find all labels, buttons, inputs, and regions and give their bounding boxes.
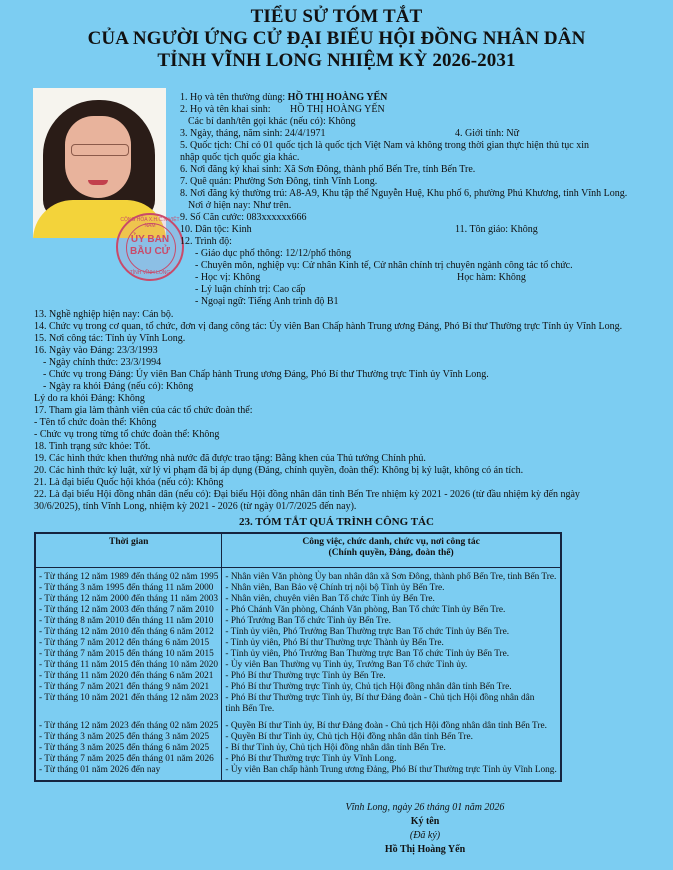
table-row: - Từ tháng 11 năm 2015 đến tháng 10 năm 2020 - Ủy viên Ban Thường vụ Tỉnh ủy, Trưởng Ban Tổ chức Tỉnh ủy. [35, 660, 561, 671]
field-alias: Các bí danh/tên gọi khác (nếu có): Không [188, 116, 356, 127]
field-gender: 4. Giới tính: Nữ [455, 128, 520, 139]
field-discipline: 20. Các hình thức kỷ luật, xử lý vi phạm đã bị áp dụng (Đảng, chính quyền, đoàn thể): Không bị kỷ luật, không có án tích. [34, 465, 524, 476]
field-council-delegate-cont: 30/6/2025), tỉnh Vĩnh Long, nhiệm kỳ 2021 - 2026 (từ ngày 01/7/2025 đến nay). [34, 501, 357, 512]
field-ethnicity: 10. Dân tộc: Kinh [180, 224, 252, 235]
field-nationality-cont: nhập quốc tịch quốc gia khác. [180, 152, 300, 163]
signature-label: Ký tên [410, 816, 440, 827]
field-party-join-date: 16. Ngày vào Đảng: 23/3/1993 [34, 345, 158, 356]
document-subtitle: CỦA NGƯỜI ỨNG CỬ ĐẠI BIỂU HỘI ĐỒNG NHÂN DÂN [87, 28, 586, 49]
table-row: - Từ tháng 3 năm 1995 đến tháng 11 năm 2000 - Nhân viên, Ban Bảo vệ Chính trị nội bộ Tỉnh ủy Bến Tre. [35, 583, 561, 594]
table-row: - Từ tháng 10 năm 2021 đến tháng 12 năm 2023 - Phó Bí thư Thường trực Tỉnh ủy, Bí thư Đảng đoàn - Chủ tịch Hội đồng nhân dân [35, 693, 561, 704]
field-religion: 11. Tôn giáo: Không [455, 224, 538, 235]
table-row: - Từ tháng 7 năm 2021 đến tháng 9 năm 2021 - Phó Bí thư Thường trực Tỉnh ủy, Chủ tịch Hội đồng nhân dân tỉnh Bến Tre. [35, 682, 561, 693]
table-row: - Từ tháng 12 năm 2000 đến tháng 11 năm 2003 - Nhân viên, chuyên viên Ban Tổ chức Tỉnh ủy Bến Tre. [35, 594, 561, 605]
field-birth-name-value: HỒ THỊ HOÀNG YẾN [290, 104, 385, 115]
candidate-name: HỒ THỊ HOÀNG YẾN [287, 92, 388, 103]
field-organizations: 17. Tham gia làm thành viên của các tổ chức đoàn thể: [34, 405, 253, 416]
field-nationality: 5. Quốc tịch: Chỉ có 01 quốc tịch là quốc tịch Việt Nam và không trong thời gian thực hiện thủ tục xin [180, 140, 590, 151]
field-degree: - Học vị: Không [195, 272, 261, 283]
field-id-number: 9. Số Căn cước: 083xxxxxx666 [180, 212, 307, 223]
field-health: 18. Tình trạng sức khỏe: Tốt. [34, 441, 151, 452]
glasses-shape [71, 144, 129, 156]
field-party-position: - Chức vụ trong Đảng: Ủy viên Ban Chấp hành Trung ương Đảng, Phó Bí thư Thường trực Tỉnh ủy Vĩnh Long. [43, 369, 489, 380]
table-row: - Từ tháng 7 năm 2015 đến tháng 10 năm 2015 - Tỉnh ủy viên, Phó Trưởng Ban Thường trực Ban Tổ chức Tỉnh ủy Bến Tre. [35, 649, 561, 660]
field-academic-title: Học hàm: Không [457, 272, 526, 283]
field-common-name: 1. Họ và tên thường dùng: HỒ THỊ HOÀNG YẾN [180, 92, 388, 103]
table-row: - Từ tháng 01 năm 2026 đến nay - Ủy viên Ban chấp hành Trung ương Đảng, Phó Bí thư Thường trực Tỉnh ủy Vĩnh Long. [35, 765, 561, 781]
document-title: TIỂU SỬ TÓM TẮT [250, 6, 423, 27]
document-term: TỈNH VĨNH LONG NHIỆM KỲ 2026-2031 [157, 50, 516, 71]
work-history-table [34, 532, 562, 782]
field-birth-registration: 6. Nơi đăng ký khai sinh: Xã Sơn Đông, thành phố Bến Tre, tỉnh Bến Tre. [180, 164, 476, 175]
field-permanent-address: 8. Nơi đăng ký thường trú: A8-A9, Khu tập thể Nguyễn Huệ, Khu phố 6, phường Phú Khương, tỉnh Vĩnh Long. [180, 188, 628, 199]
field-major: - Chuyên môn, nghiệp vụ: Cử nhân Kinh tế, Cử nhân chính trị chuyên ngành công tác tổ chức. [195, 260, 573, 271]
field-organization-name: - Tên tổ chức đoàn thể: Không [34, 417, 157, 428]
table-row: - Từ tháng 12 năm 2023 đến tháng 02 năm 2025 - Quyền Bí thư Tỉnh ủy, Bí thư Đảng đoàn - Chủ tịch Hội đồng nhân dân tỉnh Bến Tre. [35, 721, 561, 732]
field-party-left-date: - Ngày ra khỏi Đảng (nếu có): Không [43, 381, 194, 392]
field-political-theory: - Lý luận chính trị: Cao cấp [195, 284, 306, 295]
field-position: 14. Chức vụ trong cơ quan, tổ chức, đơn vị đang công tác: Ủy viên Ban Chấp hành Trung ương Đảng, Phó Bí thư Thường trực Tỉnh ủy Vĩnh Long. [34, 321, 623, 332]
field-foreign-language: - Ngoại ngữ: Tiếng Anh trình độ B1 [195, 296, 339, 307]
field-birth-name-label: 2. Họ và tên khai sinh: [180, 104, 271, 115]
document-header [0, 6, 673, 72]
field-awards: 19. Các hình thức khen thưởng nhà nước đã được trao tặng: Bằng khen của Thủ tướng Chính phủ. [34, 453, 426, 464]
field-hometown: 7. Quê quán: Phường Sơn Đông, tỉnh Vĩnh Long. [180, 176, 378, 187]
field-workplace: 15. Nơi công tác: Tỉnh ủy Vĩnh Long. [34, 333, 186, 344]
table-row: - Từ tháng 12 năm 2003 đến tháng 7 năm 2010 - Phó Chánh Văn phòng, Chánh Văn phòng, Ban Tổ chức Tỉnh ủy Bến Tre. [35, 605, 561, 616]
column-header-role: Công việc, chức danh, chức vụ, nơi công tác (Chính quyền, Đảng, đoàn thể) [222, 533, 561, 568]
field-organization-role: - Chức vụ trong từng tổ chức đoàn thể: Không [34, 429, 220, 440]
field-occupation: 13. Nghề nghiệp hiện nay: Cán bộ. [34, 309, 174, 320]
table-row: - Từ tháng 11 năm 2020 đến tháng 6 năm 2021 - Phó Bí thư Thường trực Tỉnh ủy Bến Tre. [35, 671, 561, 682]
field-current-address: Nơi ở hiện nay: Như trên. [188, 200, 292, 211]
field-education: 12. Trình độ: [180, 236, 232, 247]
table-row: - Từ tháng 7 năm 2025 đến tháng 01 năm 2026 - Phó Bí thư Thường trực Tỉnh ủy Vĩnh Long. [35, 754, 561, 765]
table-row: - Từ tháng 7 năm 2012 đến tháng 6 năm 2015 - Tỉnh ủy viên, Phó Bí thư Thường trực Thành ủy Bến Tre. [35, 638, 561, 649]
table-row: - Từ tháng 3 năm 2025 đến tháng 3 năm 2025 - Quyền Bí thư Tỉnh ủy, Chủ tịch Hội đồng nhân dân tỉnh Bến Tre. [35, 732, 561, 743]
signed-note: (Đã ký) [409, 830, 441, 841]
place-date: Vĩnh Long, ngày 26 tháng 01 năm 2026 [345, 802, 505, 813]
field-council-delegate: 22. Là đại biểu Hội đồng nhân dân (nếu có): Đại biểu Hội đồng nhân dân tỉnh Bến Tre nhiệm kỳ 2021 - 2026 (từ đầu nhiệm kỳ đến ngày [34, 489, 580, 500]
field-party-official-date: - Ngày chính thức: 23/3/1994 [43, 357, 162, 368]
field-general-education: - Giáo dục phổ thông: 12/12/phổ thông [195, 248, 352, 259]
field-national-assembly: 21. Là đại biểu Quốc hội khóa (nếu có): Không [34, 477, 224, 488]
table-row: - Từ tháng 12 năm 1989 đến tháng 02 năm 1995 - Nhân viên Văn phòng Ủy ban nhân dân xã Sơn Đông, thành phố Bến Tre, tỉnh Bến Tre. [35, 568, 561, 584]
field-dob: 3. Ngày, tháng, năm sinh: 24/4/1971 [180, 128, 326, 139]
work-history-title: 23. TÓM TẮT QUÁ TRÌNH CÔNG TÁC [239, 516, 434, 528]
table-row: - Từ tháng 3 năm 2025 đến tháng 6 năm 2025 - Bí thư Tỉnh ủy, Chủ tịch Hội đồng nhân dân tỉnh Bến Tre. [35, 743, 561, 754]
table-row: - Từ tháng 12 năm 2010 đến tháng 6 năm 2012 - Tỉnh ủy viên, Phó Trưởng Ban Thường trực Ban Tổ chức Tỉnh ủy Bến Tre. [35, 627, 561, 638]
signer-name: Hồ Thị Hoàng Yến [384, 844, 466, 855]
field-party-left-reason: Lý do ra khỏi Đảng: Không [34, 393, 145, 404]
table-row: - Từ tháng 8 năm 2010 đến tháng 11 năm 2010 - Phó Trưởng Ban Tổ chức Tỉnh ủy Bến Tre. [35, 616, 561, 627]
column-header-time: Thời gian [35, 533, 222, 568]
table-row-continuation: tỉnh Bến Tre. [35, 704, 561, 715]
election-committee-stamp: CỘNG HÒA X.H.C.N VIỆT NAM ỦY BAN BẦU CỬ TỈNH VĨNH LONG [116, 213, 184, 281]
